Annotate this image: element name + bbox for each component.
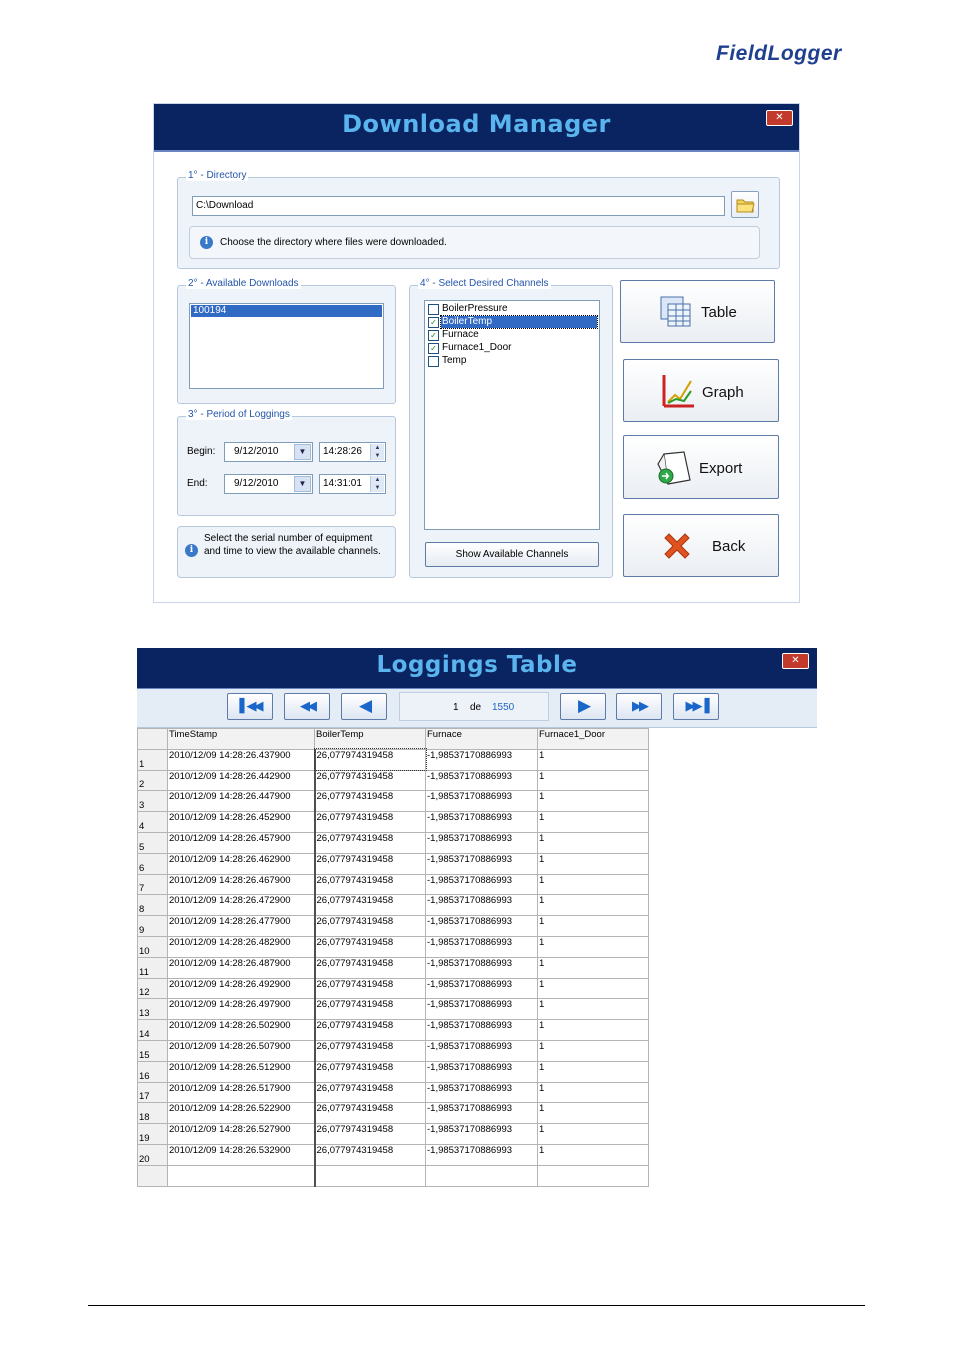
end-date-value: 9/12/2010 — [234, 478, 279, 489]
row-number: 7 — [138, 874, 168, 895]
loggings-grid — [137, 728, 649, 1187]
column-header-furnace1-door[interactable]: Furnace1_Door — [538, 729, 649, 750]
row-number: 18 — [138, 1103, 168, 1124]
download-manager-window — [153, 103, 800, 603]
row-number: 9 — [138, 916, 168, 937]
furnace1-door-cell[interactable]: 1 — [538, 770, 649, 791]
furnace-cell[interactable]: -1,98537170886993 — [426, 791, 538, 812]
checkbox-checked[interactable]: ✓ — [428, 343, 439, 354]
channel-item-boilerpressure[interactable] — [428, 303, 596, 315]
furnace-cell[interactable]: -1,98537170886993 — [426, 874, 538, 895]
boilertemp-cell[interactable]: 26,077974319458 — [315, 853, 426, 874]
furnace-cell[interactable]: -1,98537170886993 — [426, 749, 538, 770]
row-number: 11 — [138, 957, 168, 978]
end-date-select[interactable] — [224, 474, 313, 494]
channel-item-temp[interactable] — [428, 355, 596, 367]
channel-label: BoilerPressure — [442, 303, 508, 314]
furnace-cell[interactable]: -1,98537170886993 — [426, 770, 538, 791]
furnace-cell[interactable]: -1,98537170886993 — [426, 1082, 538, 1103]
row-number: 20 — [138, 1144, 168, 1165]
begin-label: Begin: — [187, 446, 216, 457]
last-page-button[interactable] — [673, 693, 719, 720]
end-time-value: 14:31:01 — [323, 478, 362, 489]
furnace1-door-cell[interactable]: 1 — [538, 1061, 649, 1082]
previous-icon: ◀ — [358, 696, 370, 716]
begin-time-stepper[interactable] — [319, 442, 386, 462]
boilertemp-cell[interactable]: 26,077974319458 — [315, 957, 426, 978]
channel-label: Furnace — [442, 329, 479, 340]
boilertemp-cell[interactable]: 26,077974319458 — [315, 916, 426, 937]
timestamp-cell[interactable]: 2010/12/09 14:28:26.467900 — [168, 874, 315, 895]
furnace-cell[interactable]: -1,98537170886993 — [426, 978, 538, 999]
furnace1-door-cell[interactable]: 1 — [538, 895, 649, 916]
channel-label: Furnace1_Door — [442, 342, 512, 353]
table-row[interactable] — [138, 999, 649, 1020]
timestamp-cell[interactable]: 2010/12/09 14:28:26.452900 — [168, 812, 315, 833]
table-row[interactable] — [138, 1144, 649, 1165]
serial-info-box — [177, 526, 396, 578]
directory-info-box — [189, 226, 760, 259]
furnace1-door-cell[interactable]: 1 — [538, 791, 649, 812]
back-button[interactable] — [623, 514, 779, 577]
furnace1-door-cell[interactable]: 1 — [538, 916, 649, 937]
timestamp-cell[interactable]: 2010/12/09 14:28:26.527900 — [168, 1124, 315, 1145]
boilertemp-cell[interactable]: 26,077974319458 — [315, 936, 426, 957]
timestamp-cell[interactable]: 2010/12/09 14:28:26.457900 — [168, 832, 315, 853]
timestamp-cell[interactable]: 2010/12/09 14:28:26.472900 — [168, 895, 315, 916]
boilertemp-cell[interactable]: 26,077974319458 — [315, 895, 426, 916]
export-icon — [654, 450, 694, 488]
timestamp-cell[interactable]: 2010/12/09 14:28:26.497900 — [168, 999, 315, 1020]
rewind-icon: ◀◀ — [300, 699, 314, 714]
boilertemp-cell[interactable]: 26,077974319458 — [315, 770, 426, 791]
row-number: 14 — [138, 1020, 168, 1041]
checkbox-checked[interactable]: ✓ — [428, 330, 439, 341]
furnace1-door-cell[interactable]: 1 — [538, 1040, 649, 1061]
fieldlogger-logo: FieldLogger — [716, 42, 842, 65]
timestamp-cell[interactable]: 2010/12/09 14:28:26.502900 — [168, 1020, 315, 1041]
furnace1-door-cell[interactable]: 1 — [538, 1144, 649, 1165]
boilertemp-cell[interactable]: 26,077974319458 — [315, 1103, 426, 1124]
boilertemp-cell[interactable]: 26,077974319458 — [315, 1144, 426, 1165]
channel-item-furnace[interactable] — [428, 329, 596, 341]
folder-icon — [732, 192, 758, 217]
loggings-table-titlebar — [137, 648, 817, 689]
table-row[interactable] — [138, 1020, 649, 1041]
export-button-label: Export — [699, 460, 743, 477]
page-indicator — [399, 692, 549, 721]
channel-label: BoilerTemp — [441, 316, 597, 328]
table-row[interactable] — [138, 1040, 649, 1061]
table-row[interactable] — [138, 916, 649, 937]
row-number: 15 — [138, 1040, 168, 1061]
boilertemp-cell[interactable]: 26,077974319458 — [315, 1082, 426, 1103]
furnace1-door-cell[interactable]: 1 — [538, 1103, 649, 1124]
furnace1-door-cell[interactable] — [538, 1165, 649, 1186]
row-number: 2 — [138, 770, 168, 791]
first-page-icon: ▌◀◀ — [239, 699, 261, 714]
boilertemp-cell[interactable]: 26,077974319458 — [315, 1020, 426, 1041]
show-available-channels-button[interactable]: Show Available Channels — [425, 542, 599, 567]
checkbox-unchecked[interactable] — [428, 304, 439, 315]
row-number: 5 — [138, 832, 168, 853]
previous-page-button[interactable] — [341, 693, 387, 720]
furnace1-door-cell[interactable]: 1 — [538, 874, 649, 895]
channel-label: Temp — [442, 355, 467, 366]
timestamp-cell[interactable]: 2010/12/09 14:28:26.462900 — [168, 853, 315, 874]
timestamp-cell[interactable]: 2010/12/09 14:28:26.522900 — [168, 1103, 315, 1124]
furnace-cell[interactable]: -1,98537170886993 — [426, 1020, 538, 1041]
row-number: 16 — [138, 1061, 168, 1082]
timestamp-cell[interactable]: 2010/12/09 14:28:26.532900 — [168, 1144, 315, 1165]
channel-item-furnace1-door[interactable] — [428, 342, 596, 354]
timestamp-cell[interactable]: 2010/12/09 14:28:26.447900 — [168, 791, 315, 812]
timestamp-cell[interactable]: 2010/12/09 14:28:26.517900 — [168, 1082, 315, 1103]
available-downloads-group — [177, 278, 396, 404]
download-manager-title: Download Manager — [342, 110, 611, 138]
timestamp-cell[interactable]: 2010/12/09 14:28:26.487900 — [168, 957, 315, 978]
column-header-timestamp[interactable]: TimeStamp — [168, 729, 315, 750]
timestamp-cell[interactable]: 2010/12/09 14:28:26.477900 — [168, 916, 315, 937]
directory-info-text: Choose the directory where files were downloaded. — [220, 237, 447, 248]
boilertemp-cell[interactable]: 26,077974319458 — [315, 832, 426, 853]
table-row[interactable] — [138, 832, 649, 853]
furnace1-door-cell[interactable]: 1 — [538, 832, 649, 853]
checkbox-checked[interactable]: ✓ — [428, 317, 439, 328]
period-legend: 3° - Period of Loggings — [188, 409, 290, 420]
furnace1-door-cell[interactable]: 1 — [538, 957, 649, 978]
list-item[interactable]: 100194 — [191, 305, 382, 317]
table-button[interactable] — [620, 280, 775, 343]
channels-group — [409, 278, 613, 578]
boilertemp-cell[interactable] — [315, 1165, 426, 1186]
begin-date-select[interactable] — [224, 442, 313, 462]
boilertemp-cell[interactable]: 26,077974319458 — [315, 978, 426, 999]
export-button[interactable] — [623, 435, 779, 499]
directory-path-input[interactable]: C:\Download — [192, 196, 725, 216]
back-button-label: Back — [712, 538, 746, 555]
furnace1-door-cell[interactable]: 1 — [538, 749, 649, 770]
table-row[interactable] — [138, 936, 649, 957]
boilertemp-cell[interactable]: 26,077974319458 — [315, 812, 426, 833]
serial-info-text: Select the serial number of equipment and time to view the available channels. — [204, 533, 381, 557]
last-page-icon: ▶▶▐ — [685, 699, 707, 714]
loggings-table-window — [137, 648, 817, 1178]
row-number: 19 — [138, 1124, 168, 1145]
header-row — [138, 729, 649, 750]
fast-forward-button[interactable] — [616, 693, 662, 720]
furnace-cell[interactable]: -1,98537170886993 — [426, 999, 538, 1020]
begin-time-value: 14:28:26 — [323, 446, 362, 457]
period-group — [177, 409, 396, 516]
info-icon: i — [185, 544, 198, 557]
info-icon: i — [200, 236, 213, 249]
end-time-stepper[interactable] — [319, 474, 386, 494]
boilertemp-cell[interactable]: 26,077974319458 — [315, 1040, 426, 1061]
pager-toolbar — [137, 689, 817, 728]
checkbox-unchecked[interactable] — [428, 356, 439, 367]
channels-list[interactable] — [424, 300, 600, 530]
timestamp-cell[interactable]: 2010/12/09 14:28:26.512900 — [168, 1061, 315, 1082]
timestamp-cell[interactable] — [168, 1165, 315, 1186]
furnace-cell[interactable]: -1,98537170886993 — [426, 1103, 538, 1124]
channel-item-boilertemp[interactable] — [428, 316, 596, 328]
table-row[interactable] — [138, 791, 649, 812]
table-row[interactable] — [138, 978, 649, 999]
loggings-table-title: Loggings Table — [376, 652, 578, 678]
furnace1-door-cell[interactable]: 1 — [538, 853, 649, 874]
boilertemp-cell[interactable]: 26,077974319458 — [315, 874, 426, 895]
begin-date-value: 9/12/2010 — [234, 446, 279, 457]
furnace-cell[interactable]: -1,98537170886993 — [426, 1040, 538, 1061]
row-number: 8 — [138, 895, 168, 916]
boilertemp-cell[interactable]: 26,077974319458 — [315, 999, 426, 1020]
timestamp-cell[interactable]: 2010/12/09 14:28:26.492900 — [168, 978, 315, 999]
furnace-cell[interactable]: -1,98537170886993 — [426, 916, 538, 937]
graph-button-label: Graph — [702, 384, 744, 401]
table-row[interactable] — [138, 1082, 649, 1103]
furnace-cell[interactable]: -1,98537170886993 — [426, 853, 538, 874]
furnace1-door-cell[interactable]: 1 — [538, 1124, 649, 1145]
available-downloads-list[interactable] — [189, 303, 384, 389]
row-number — [138, 1165, 168, 1186]
row-number: 10 — [138, 936, 168, 957]
furnace-cell[interactable]: -1,98537170886993 — [426, 1124, 538, 1145]
table-row[interactable] — [138, 895, 649, 916]
furnace1-door-cell[interactable]: 1 — [538, 936, 649, 957]
row-number: 13 — [138, 999, 168, 1020]
boilertemp-cell[interactable]: 26,077974319458 — [315, 1061, 426, 1082]
page-separator: de — [470, 702, 482, 713]
boilertemp-cell[interactable]: 26,077974319458 — [315, 749, 426, 770]
row-number: 3 — [138, 791, 168, 812]
furnace1-door-cell[interactable]: 1 — [538, 812, 649, 833]
furnace-cell[interactable]: -1,98537170886993 — [426, 957, 538, 978]
furnace1-door-cell[interactable]: 1 — [538, 978, 649, 999]
available-downloads-legend: 2° - Available Downloads — [188, 278, 299, 289]
row-number: 1 — [138, 749, 168, 770]
download-manager-titlebar — [154, 104, 799, 152]
timestamp-cell[interactable]: 2010/12/09 14:28:26.482900 — [168, 936, 315, 957]
furnace1-door-cell[interactable]: 1 — [538, 1082, 649, 1103]
row-number: 4 — [138, 812, 168, 833]
timestamp-cell[interactable]: 2010/12/09 14:28:26.442900 — [168, 770, 315, 791]
chevron-down-icon[interactable]: ▼ — [294, 444, 311, 460]
table-row[interactable] — [138, 749, 649, 770]
close-icon[interactable]: ✕ — [782, 653, 809, 669]
furnace-cell[interactable]: -1,98537170886993 — [426, 832, 538, 853]
close-icon[interactable]: ✕ — [766, 110, 793, 126]
table-row[interactable] — [138, 1165, 649, 1186]
furnace-cell[interactable]: -1,98537170886993 — [426, 895, 538, 916]
fast-forward-icon: ▶▶ — [632, 699, 646, 714]
boilertemp-cell[interactable]: 26,077974319458 — [315, 1124, 426, 1145]
graph-button[interactable] — [623, 359, 779, 422]
furnace-cell[interactable]: -1,98537170886993 — [426, 1061, 538, 1082]
column-header-furnace[interactable]: Furnace — [426, 729, 538, 750]
close-x-icon — [660, 529, 694, 563]
furnace1-door-cell[interactable]: 1 — [538, 999, 649, 1020]
furnace1-door-cell[interactable]: 1 — [538, 1020, 649, 1041]
next-page-button[interactable] — [560, 693, 606, 720]
table-button-label: Table — [701, 304, 737, 321]
graph-icon — [660, 373, 696, 409]
furnace-cell[interactable]: -1,98537170886993 — [426, 936, 538, 957]
channels-legend: 4° - Select Desired Channels — [420, 278, 549, 289]
furnace-cell[interactable]: -1,98537170886993 — [426, 1144, 538, 1165]
row-number: 12 — [138, 978, 168, 999]
chevron-down-icon[interactable]: ▼ — [294, 476, 311, 492]
table-row[interactable] — [138, 874, 649, 895]
current-page: 1 — [453, 702, 459, 713]
furnace-cell[interactable]: -1,98537170886993 — [426, 812, 538, 833]
table-icon — [659, 295, 693, 329]
boilertemp-cell[interactable]: 26,077974319458 — [315, 791, 426, 812]
timestamp-cell[interactable]: 2010/12/09 14:28:26.507900 — [168, 1040, 315, 1061]
total-pages: 1550 — [492, 702, 515, 713]
column-header-boilertemp[interactable]: BoilerTemp — [315, 729, 426, 750]
row-number: 6 — [138, 853, 168, 874]
table-row[interactable] — [138, 853, 649, 874]
directory-legend: 1° - Directory — [188, 170, 247, 181]
end-label: End: — [187, 478, 208, 489]
directory-group — [177, 170, 780, 269]
table-row[interactable] — [138, 957, 649, 978]
timestamp-cell[interactable]: 2010/12/09 14:28:26.437900 — [168, 749, 315, 770]
table-row[interactable] — [138, 1103, 649, 1124]
corner-cell — [138, 729, 168, 750]
footer-rule — [88, 1305, 865, 1306]
spin-arrows-icon[interactable]: ▲ ▼ — [370, 476, 384, 492]
table-row[interactable] — [138, 812, 649, 833]
first-page-button[interactable] — [227, 693, 273, 720]
table-row[interactable] — [138, 1061, 649, 1082]
table-row[interactable] — [138, 1124, 649, 1145]
furnace-cell[interactable] — [426, 1165, 538, 1186]
table-row[interactable] — [138, 770, 649, 791]
rewind-button[interactable] — [284, 693, 330, 720]
spin-arrows-icon[interactable]: ▲ ▼ — [370, 444, 384, 460]
browse-folder-button[interactable] — [731, 191, 759, 218]
row-number: 17 — [138, 1082, 168, 1103]
next-icon: ▶ — [577, 696, 589, 716]
